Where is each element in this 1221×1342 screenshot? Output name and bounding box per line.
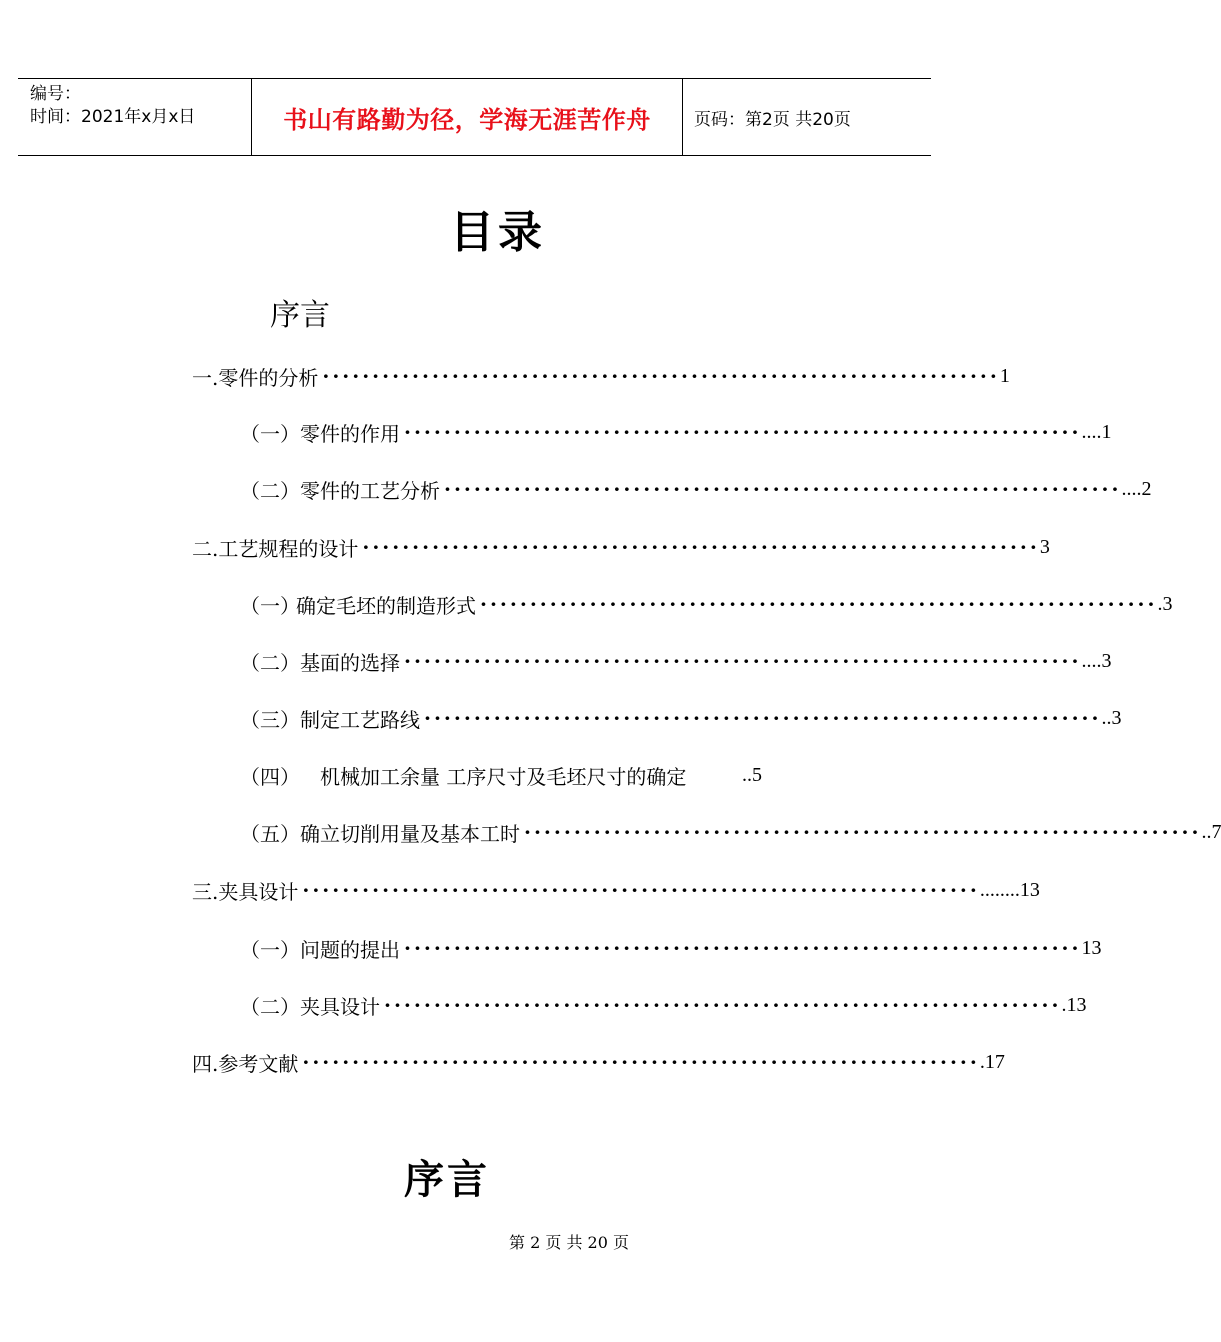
toc-leader-dots: ····································································: [404, 936, 1082, 960]
toc-entry-number: （四）: [240, 764, 300, 789]
toc-entry[interactable]: [240, 475, 1152, 503]
toc-leader-dots: ····································································: [302, 1050, 980, 1074]
time-label: 时间：2021年x月x日: [30, 107, 196, 127]
toc-entry-label: 夹具设计: [300, 994, 380, 1019]
toc-entry-page: ..7: [1201, 820, 1221, 843]
header-page-label: 页码：第2页 共20页: [694, 109, 851, 130]
toc-entry[interactable]: [192, 533, 1050, 561]
toc-leader-dots: ····································································: [404, 649, 1082, 673]
toc-entry-number: （三）: [240, 707, 300, 732]
toc-entry-label: 确立切削用量及基本工时: [300, 821, 520, 846]
toc-leader-dots: ····································································: [362, 535, 1040, 559]
toc-entry-number: （二）: [240, 650, 300, 675]
toc-entry-page: 13: [1081, 936, 1102, 959]
toc-entry-number: 二.: [192, 536, 219, 561]
toc-entry[interactable]: [192, 1048, 1005, 1076]
toc-entry[interactable]: [240, 934, 1102, 962]
toc-entry-page: ....3: [1081, 649, 1112, 672]
toc-entry[interactable]: [240, 704, 1122, 732]
toc-entry-number: 三.: [192, 879, 219, 904]
header-meta: [18, 79, 252, 155]
toc-entry-label: 零件的工艺分析: [300, 478, 440, 503]
page-header: [18, 78, 931, 156]
toc-entry-label: 工艺规程的设计: [218, 536, 359, 561]
toc-entry-page: .17: [979, 1050, 1005, 1073]
toc-entry[interactable]: [192, 876, 1040, 904]
toc-entry-number: （一）: [240, 421, 300, 446]
section-title: 序言: [404, 1156, 490, 1203]
header-motto: 书山有路勤为径，学海无涯苦作舟: [252, 79, 683, 155]
toc-entry[interactable]: [240, 590, 1173, 618]
toc-entry[interactable]: [240, 991, 1087, 1019]
toc-entry-number: 四.: [192, 1051, 219, 1076]
toc-entry-number: 一.: [192, 365, 219, 390]
toc-entry-label: 零件的分析: [218, 365, 319, 390]
toc-entry-label: 确定毛坯的制造形式: [296, 593, 476, 618]
toc-leader-dots: ····································································: [302, 878, 980, 902]
toc-entry-page: .3: [1157, 592, 1173, 615]
toc-entry-page: ........13: [979, 878, 1040, 901]
toc-entry[interactable]: [240, 761, 762, 789]
toc-leader-dots: ····································································: [404, 420, 1082, 444]
toc-entry-label: 问题的提出: [300, 937, 400, 962]
toc-entry-label: 夹具设计: [218, 879, 299, 904]
toc-entry-label: 制定工艺路线: [300, 707, 420, 732]
toc-entry[interactable]: [240, 418, 1112, 446]
toc-entry-page: .13: [1061, 993, 1087, 1016]
toc-leader-dots: ····································································: [424, 706, 1102, 730]
toc-leader-dots: ····································································: [322, 364, 1000, 388]
code-label: 编号：: [30, 84, 81, 104]
toc-entry-label: 机械加工余量 工序尺寸及毛坯尺寸的确定: [320, 764, 687, 789]
toc-preface-entry: 序言: [270, 298, 330, 333]
toc-entry[interactable]: [240, 818, 1221, 846]
toc-entry-page: ..5: [742, 763, 762, 786]
toc-entry[interactable]: [240, 647, 1112, 675]
toc-entry-page: 1: [999, 364, 1010, 387]
toc-leader-dots: ····································································: [524, 820, 1202, 844]
toc-entry-page: ....2: [1121, 477, 1152, 500]
toc-entry-number: （一）: [240, 593, 300, 618]
toc-entry-page: 3: [1039, 535, 1050, 558]
page-footer: 第 2 页 共 20 页: [509, 1233, 629, 1252]
toc-entry[interactable]: [192, 362, 1010, 390]
toc-title: 目录: [450, 207, 546, 258]
toc-entry-page: ....1: [1081, 420, 1112, 443]
toc-leader-dots: ····································································: [444, 477, 1122, 501]
toc-entry-label: 零件的作用: [300, 421, 400, 446]
toc-entry-number: （一）: [240, 937, 300, 962]
toc-entry-number: （二）: [240, 478, 300, 503]
toc-leader-dots: ····································································: [480, 592, 1158, 616]
toc-entry-label: 参考文献: [218, 1051, 299, 1076]
toc-entry-label: 基面的选择: [300, 650, 400, 675]
toc-entry-number: （二）: [240, 994, 300, 1019]
toc-entry-page: ..3: [1101, 706, 1122, 729]
toc-leader-dots: ····································································: [384, 993, 1062, 1017]
toc-entry-number: （五）: [240, 821, 300, 846]
